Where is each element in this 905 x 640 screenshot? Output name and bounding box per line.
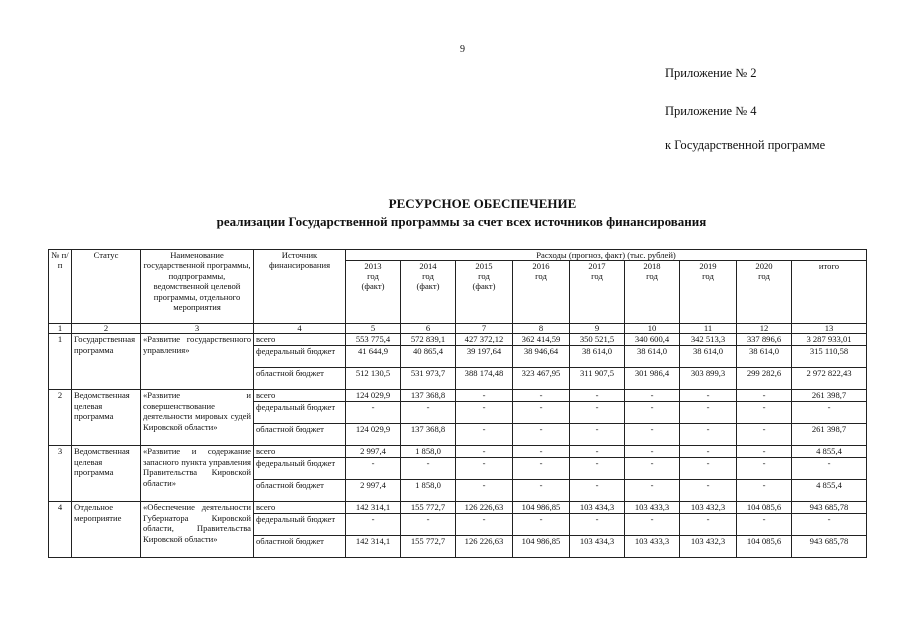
header-year-2015: 2015 год (факт): [456, 261, 513, 324]
expense-cell: -: [456, 458, 513, 480]
expense-cell: -: [625, 446, 680, 458]
total-cell: 943 685,78: [792, 502, 867, 514]
expense-cell: -: [570, 514, 625, 536]
expense-cell: 40 865,4: [401, 346, 456, 368]
expense-cell: 126 226,63: [456, 536, 513, 558]
group-number: 2: [49, 390, 72, 446]
expense-cell: 303 899,3: [680, 368, 737, 390]
funding-source: федеральный бюджет: [254, 402, 346, 424]
expense-cell: 2 997,4: [346, 446, 401, 458]
expense-cell: -: [680, 424, 737, 446]
expense-cell: -: [737, 458, 792, 480]
column-index-cell: 10: [625, 324, 680, 334]
expense-cell: 103 433,3: [625, 536, 680, 558]
expense-cell: 38 614,0: [570, 346, 625, 368]
header-year-2018: 2018 год: [625, 261, 680, 324]
header-status: Статус: [72, 250, 141, 324]
column-index-cell: 11: [680, 324, 737, 334]
header-source: Источник финансирования: [254, 250, 346, 324]
expense-cell: -: [456, 424, 513, 446]
total-cell: 3 287 933,01: [792, 334, 867, 346]
expense-cell: 1 858,0: [401, 446, 456, 458]
group-name: «Развитие и совершенствование деятельности мировых судей Кировской области»: [141, 390, 254, 446]
expense-cell: -: [456, 390, 513, 402]
total-cell: 261 398,7: [792, 390, 867, 402]
expense-cell: -: [570, 480, 625, 502]
expense-cell: -: [737, 424, 792, 446]
expense-cell: 512 130,5: [346, 368, 401, 390]
expense-cell: -: [680, 390, 737, 402]
expense-cell: 299 282,6: [737, 368, 792, 390]
column-index-cell: 3: [141, 324, 254, 334]
resource-table: [48, 249, 867, 558]
expense-cell: 553 775,4: [346, 334, 401, 346]
expense-cell: 142 314,1: [346, 536, 401, 558]
funding-source: всего: [254, 446, 346, 458]
expense-cell: 531 973,7: [401, 368, 456, 390]
expense-cell: 323 467,95: [513, 368, 570, 390]
expense-cell: -: [625, 390, 680, 402]
expense-cell: -: [570, 402, 625, 424]
expense-cell: -: [513, 390, 570, 402]
expense-cell: -: [737, 402, 792, 424]
expense-cell: -: [456, 480, 513, 502]
total-cell: -: [792, 402, 867, 424]
column-index-cell: 12: [737, 324, 792, 334]
expense-cell: -: [625, 402, 680, 424]
group-name: «Развитие государственного управления»: [141, 334, 254, 390]
funding-source: федеральный бюджет: [254, 458, 346, 480]
column-index-cell: 8: [513, 324, 570, 334]
funding-source: всего: [254, 390, 346, 402]
group-number: 3: [49, 446, 72, 502]
column-index-cell: 4: [254, 324, 346, 334]
expense-cell: 103 433,3: [625, 502, 680, 514]
expense-cell: -: [456, 514, 513, 536]
expense-cell: -: [680, 458, 737, 480]
group-name: «Развитие и содержание запасного пункта управления Правительства Кировской области»: [141, 446, 254, 502]
expense-cell: -: [737, 480, 792, 502]
header-total: итого: [792, 261, 867, 324]
expense-cell: -: [456, 402, 513, 424]
expense-cell: -: [570, 390, 625, 402]
group-number: 4: [49, 502, 72, 558]
expense-cell: -: [346, 402, 401, 424]
total-cell: 943 685,78: [792, 536, 867, 558]
expense-cell: 104 085,6: [737, 502, 792, 514]
total-cell: -: [792, 458, 867, 480]
expense-cell: 41 644,9: [346, 346, 401, 368]
header-year-2016: 2016 год: [513, 261, 570, 324]
total-cell: 4 855,4: [792, 480, 867, 502]
expense-cell: -: [456, 446, 513, 458]
expense-cell: -: [625, 514, 680, 536]
expense-cell: -: [625, 424, 680, 446]
column-index-cell: 7: [456, 324, 513, 334]
expense-cell: -: [513, 402, 570, 424]
expense-cell: 142 314,1: [346, 502, 401, 514]
group-status: Отдельное мероприятие: [72, 502, 141, 558]
header-name: Наименование государственной программы, подпрограммы, ведомственной целевой программы, отдельного мероприятия: [141, 250, 254, 324]
header-year-2014: 2014 год (факт): [401, 261, 456, 324]
funding-source: федеральный бюджет: [254, 514, 346, 536]
expense-cell: -: [513, 514, 570, 536]
expense-cell: 1 858,0: [401, 480, 456, 502]
expense-cell: 301 986,4: [625, 368, 680, 390]
table-row: [49, 334, 867, 346]
expense-cell: 104 986,85: [513, 502, 570, 514]
expense-cell: 2 997,4: [346, 480, 401, 502]
table-row: [49, 446, 867, 458]
expense-cell: -: [680, 446, 737, 458]
expense-cell: -: [737, 390, 792, 402]
expense-cell: 104 986,85: [513, 536, 570, 558]
expense-cell: -: [513, 480, 570, 502]
total-cell: 4 855,4: [792, 446, 867, 458]
funding-source: всего: [254, 502, 346, 514]
expense-cell: -: [625, 480, 680, 502]
funding-source: областной бюджет: [254, 424, 346, 446]
expense-cell: 388 174,48: [456, 368, 513, 390]
header-num: № п/п: [49, 250, 72, 324]
expense-cell: -: [513, 446, 570, 458]
expense-cell: 342 513,3: [680, 334, 737, 346]
funding-source: федеральный бюджет: [254, 346, 346, 368]
expense-cell: 38 614,0: [680, 346, 737, 368]
expense-cell: 427 372,12: [456, 334, 513, 346]
expense-cell: 155 772,7: [401, 502, 456, 514]
header-year-2017: 2017 год: [570, 261, 625, 324]
expense-cell: -: [737, 514, 792, 536]
group-status: Ведомственная целевая программа: [72, 390, 141, 446]
expense-cell: 103 432,3: [680, 536, 737, 558]
group-number: 1: [49, 334, 72, 390]
funding-source: всего: [254, 334, 346, 346]
group-name: «Обеспечение деятельности Губернатора Кировской области, Правительства Кировской области»: [141, 502, 254, 558]
expense-cell: -: [401, 402, 456, 424]
expense-cell: -: [401, 458, 456, 480]
appendix-line-1: Приложение № 2: [665, 66, 757, 80]
expense-cell: -: [346, 514, 401, 536]
expense-cell: 38 614,0: [737, 346, 792, 368]
expense-cell: -: [680, 480, 737, 502]
column-index-cell: 2: [72, 324, 141, 334]
expense-cell: 572 839,1: [401, 334, 456, 346]
document-subtitle: реализации Государственной программы за счет всех источников финансирования: [216, 214, 707, 229]
header-year-2020: 2020 год: [737, 261, 792, 324]
column-index-cell: 6: [401, 324, 456, 334]
expense-cell: 337 896,6: [737, 334, 792, 346]
page-number: 9: [460, 44, 465, 55]
expense-cell: 38 946,64: [513, 346, 570, 368]
expense-cell: -: [570, 424, 625, 446]
expense-cell: -: [570, 446, 625, 458]
total-cell: 2 972 822,43: [792, 368, 867, 390]
expense-cell: -: [346, 458, 401, 480]
expense-cell: -: [625, 458, 680, 480]
expense-cell: 103 432,3: [680, 502, 737, 514]
expense-cell: 155 772,7: [401, 536, 456, 558]
expense-cell: 137 368,8: [401, 424, 456, 446]
expense-cell: 38 614,0: [625, 346, 680, 368]
column-index-cell: 9: [570, 324, 625, 334]
expense-cell: 340 600,4: [625, 334, 680, 346]
expense-cell: -: [513, 458, 570, 480]
total-cell: 315 110,58: [792, 346, 867, 368]
expense-cell: 362 414,59: [513, 334, 570, 346]
expense-cell: 39 197,64: [456, 346, 513, 368]
table-row: [49, 390, 867, 402]
total-cell: 261 398,7: [792, 424, 867, 446]
appendix-line-2: Приложение № 4: [665, 104, 757, 118]
expense-cell: -: [570, 458, 625, 480]
column-index-row: [49, 324, 867, 334]
column-index-cell: 1: [49, 324, 72, 334]
expense-cell: -: [401, 514, 456, 536]
expense-cell: 103 434,3: [570, 502, 625, 514]
funding-source: областной бюджет: [254, 480, 346, 502]
expense-cell: -: [680, 402, 737, 424]
funding-source: областной бюджет: [254, 536, 346, 558]
header-year-2013: 2013 год (факт): [346, 261, 401, 324]
expense-cell: -: [737, 446, 792, 458]
header-expenses: Расходы (прогноз, факт) (тыс. рублей): [346, 250, 867, 261]
expense-cell: 350 521,5: [570, 334, 625, 346]
expense-cell: 104 085,6: [737, 536, 792, 558]
total-cell: -: [792, 514, 867, 536]
header-year-2019: 2019 год: [680, 261, 737, 324]
document-title: РЕСУРСНОЕ ОБЕСПЕЧЕНИЕ: [388, 196, 577, 211]
expense-cell: 311 907,5: [570, 368, 625, 390]
expense-cell: -: [680, 514, 737, 536]
expense-cell: 103 434,3: [570, 536, 625, 558]
table-row: [49, 502, 867, 514]
expense-cell: 124 029,9: [346, 390, 401, 402]
expense-cell: 126 226,63: [456, 502, 513, 514]
group-status: Ведомственная целевая программа: [72, 446, 141, 502]
group-status: Государственная программа: [72, 334, 141, 390]
column-index-cell: 5: [346, 324, 401, 334]
appendix-line-3: к Государственной программе: [665, 138, 826, 152]
expense-cell: 137 368,8: [401, 390, 456, 402]
expense-cell: 124 029,9: [346, 424, 401, 446]
column-index-cell: 13: [792, 324, 867, 334]
funding-source: областной бюджет: [254, 368, 346, 390]
expense-cell: -: [513, 424, 570, 446]
